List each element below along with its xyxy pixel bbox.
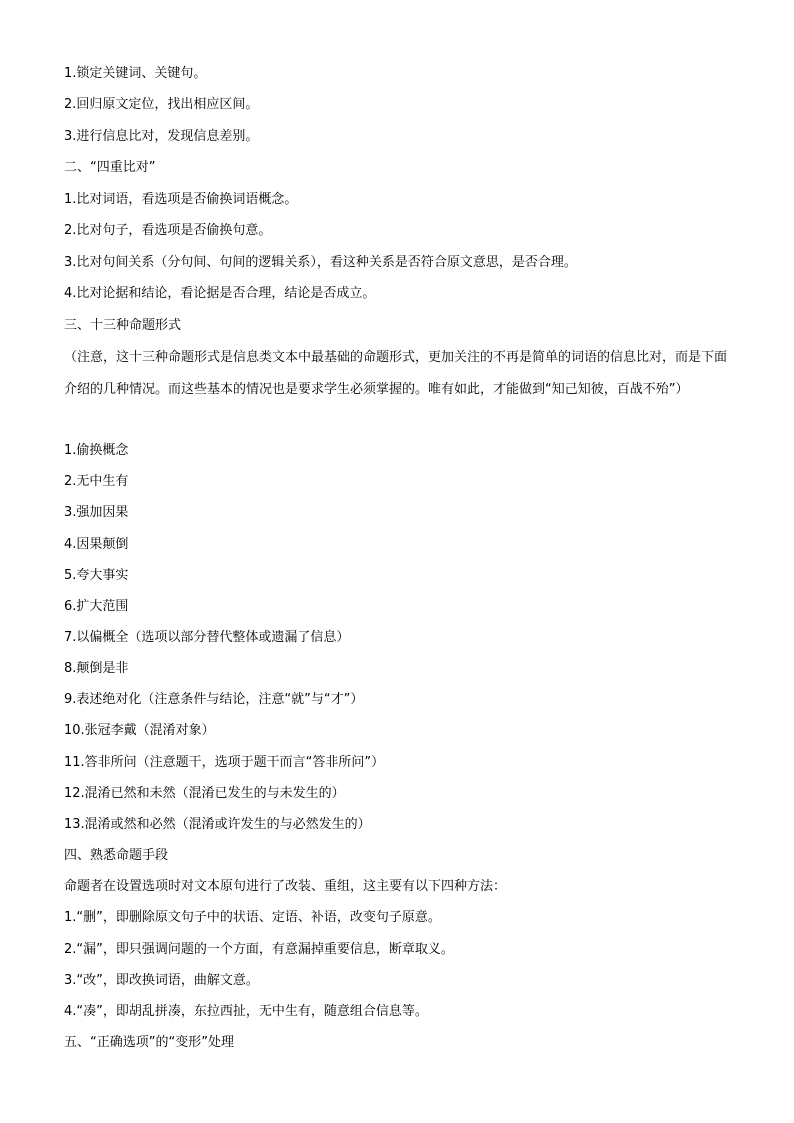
list-item: 3.“改”，即改换词语，曲解文意。 bbox=[64, 973, 259, 988]
list-item: 5.夸大事实 bbox=[64, 568, 129, 583]
note-paragraph: （注意，这十三种命题形式是信息类文本中最基础的命题形式，更加关注的不再是简单的词语的信息比对，而是下面介绍的几种情况。而这些基本的情况也是要求学生必须掌握的。唯有如此，才能做到“知己知彼，百战不殆”） bbox=[64, 350, 728, 397]
list-item: 4.“凑”，即胡乱拼凑，东拉西扯，无中生有，随意组合信息等。 bbox=[64, 1004, 428, 1019]
list-item: 2.无中生有 bbox=[64, 474, 129, 489]
list-item: 9.表述绝对化（注意条件与结论，注意“就”与“才”） bbox=[64, 692, 364, 707]
list-item: 10.张冠李戴（混淆对象） bbox=[64, 723, 215, 738]
text-line: 2.比对句子，看选项是否偷换句意。 bbox=[64, 223, 272, 238]
list-item: 7.以偏概全（选项以部分替代整体或遗漏了信息） bbox=[64, 630, 350, 645]
list-item: 6.扩大范围 bbox=[64, 599, 129, 614]
list-item: 13.混淆或然和必然（混淆或许发生的与必然发生的） bbox=[64, 817, 371, 832]
section-heading: 二、“四重比对” bbox=[64, 160, 156, 175]
section-heading: 四、熟悉命题手段 bbox=[64, 848, 169, 863]
list-item: 2.“漏”，即只强调问题的一个方面，有意漏掉重要信息，断章取义。 bbox=[64, 942, 454, 957]
list-item: 11.答非所问（注意题干，选项于题干而言“答非所问”） bbox=[64, 755, 385, 770]
list-item: 1.“删”，即删除原文句子中的状语、定语、补语，改变句子原意。 bbox=[64, 910, 441, 925]
list-item: 3.强加因果 bbox=[64, 505, 129, 520]
text-line: 命题者在设置选项时对文本原句进行了改装、重组，这主要有以下四种方法： bbox=[64, 879, 507, 894]
text-line: 2.回归原文定位，找出相应区间。 bbox=[64, 97, 259, 112]
list-item: 12.混淆已然和未然（混淆已发生的与未发生的） bbox=[64, 786, 345, 801]
section-heading: 三、十三种命题形式 bbox=[64, 318, 182, 333]
list-item: 1.偷换概念 bbox=[64, 443, 129, 458]
text-line: 1.锁定关键词、关键句。 bbox=[64, 66, 207, 81]
text-line: 3.进行信息比对，发现信息差别。 bbox=[64, 129, 259, 144]
text-line: 4.比对论据和结论，看论据是否合理，结论是否成立。 bbox=[64, 286, 376, 301]
text-line: 3.比对句间关系（分句间、句间的逻辑关系），看这种关系是否符合原文意思，是否合理。 bbox=[64, 255, 577, 270]
list-item: 4.因果颠倒 bbox=[64, 537, 129, 552]
text-line: 1.比对词语，看选项是否偷换词语概念。 bbox=[64, 192, 298, 207]
section-heading: 五、“正确选项”的“变形”处理 bbox=[64, 1035, 234, 1050]
list-item: 8.颠倒是非 bbox=[64, 661, 129, 676]
